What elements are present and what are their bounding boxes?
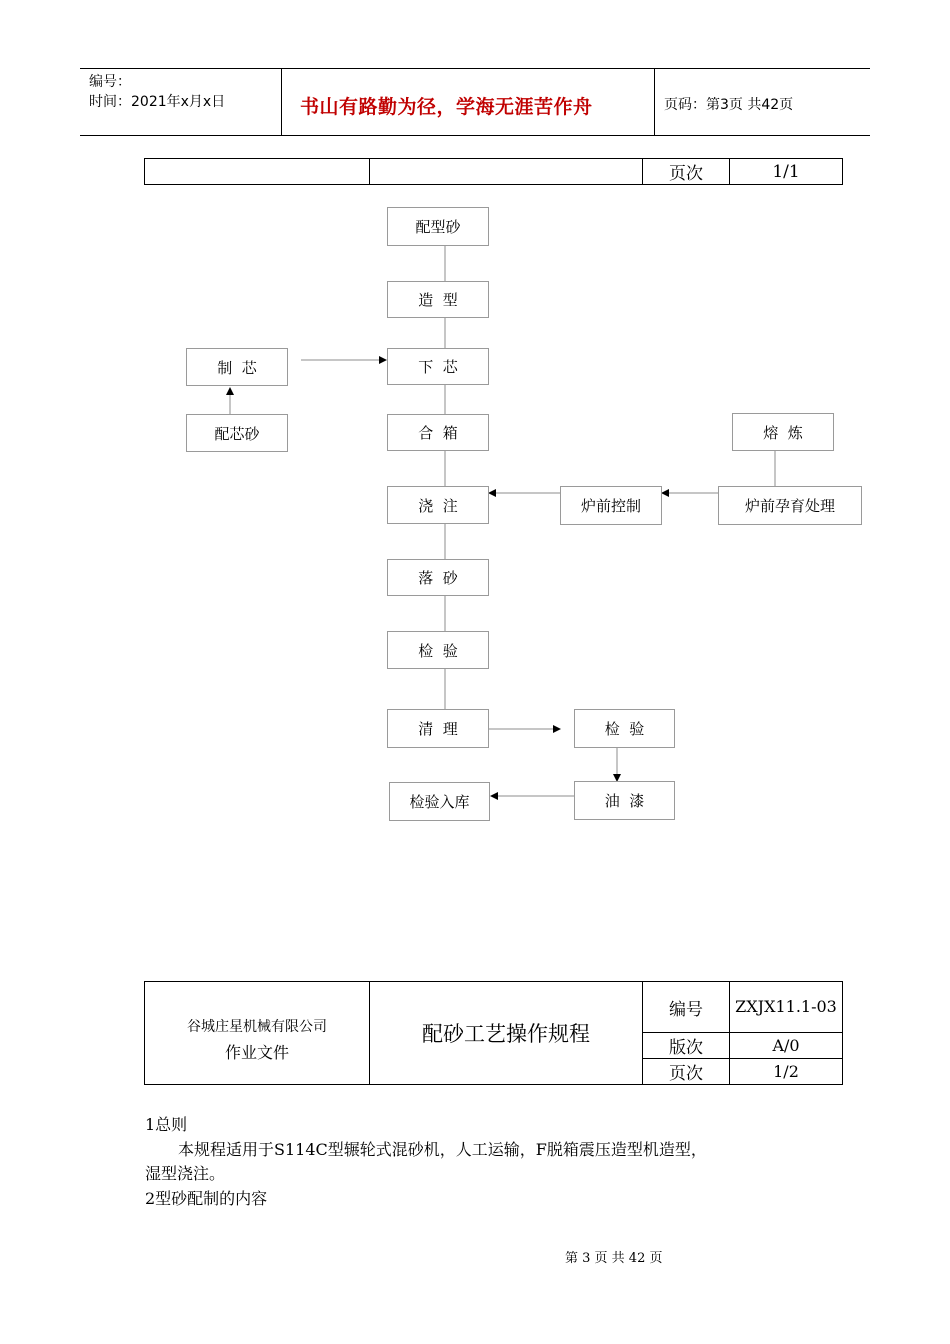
doc-row-label-version: 版次 <box>643 1033 730 1059</box>
doc-company-name: 谷城庄星机械有限公司 <box>187 1018 327 1035</box>
doc-row-value-page: 1/2 <box>730 1059 843 1085</box>
flow-node-peixinsha: 配芯砂 <box>186 414 288 452</box>
flow-node-luqian-yunyu: 炉前孕育处理 <box>718 486 862 525</box>
flow-node-zaoxing: 造 型 <box>387 281 489 318</box>
flow-node-xiaxin: 下 芯 <box>387 348 489 385</box>
page-footer: 第 3 页 共 42 页 <box>565 1251 663 1266</box>
flow-node-jianyan-ruku: 检验入库 <box>389 782 490 821</box>
section-heading-2: 2型砂配制的内容 <box>145 1189 268 1208</box>
doc-title: 配砂工艺操作规程 <box>370 982 643 1085</box>
section-heading-1: 1总则 <box>145 1115 188 1134</box>
flow-node-qingli: 清 理 <box>387 709 489 748</box>
flow-node-luosha: 落 砂 <box>387 559 489 596</box>
flow-node-ronglian: 熔 炼 <box>732 413 834 451</box>
top-table-label: 页次 <box>643 159 730 185</box>
header-date: 时间：2021年x月x日 <box>89 94 226 110</box>
doc-row-label-number: 编号 <box>643 982 730 1033</box>
paragraph-1-line-1: 本规程适用于S114C型辗轮式混砂机，人工运输，F脱箱震压造型机造型， <box>178 1140 707 1159</box>
header-number-label: 编号： <box>89 74 131 90</box>
header-motto: 书山有路勤为径，学海无涯苦作舟 <box>300 96 593 118</box>
flow-node-hexiang: 合 箱 <box>387 414 489 451</box>
flow-node-youqi: 油 漆 <box>574 781 675 820</box>
top-table-value: 1/1 <box>730 159 843 185</box>
doc-row-value-version: A/0 <box>730 1033 843 1059</box>
flow-node-jianyan-2: 检 验 <box>574 709 675 748</box>
doc-row-label-page: 页次 <box>643 1059 730 1085</box>
doc-row-value-number: ZXJX11.1-03 <box>730 982 843 1033</box>
flow-node-jianyan: 检 验 <box>387 631 489 669</box>
header-page-info: 页码：第3页 共42页 <box>664 97 794 113</box>
flow-node-luqian-kongzhi: 炉前控制 <box>560 486 662 525</box>
flow-node-jiaozhu: 浇 注 <box>387 486 489 524</box>
flow-node-zhixin: 制 芯 <box>186 348 288 386</box>
paragraph-1-line-2: 湿型浇注。 <box>145 1164 226 1183</box>
flow-node-peixingsha: 配型砂 <box>387 207 489 246</box>
doc-type: 作业文件 <box>224 1042 289 1062</box>
